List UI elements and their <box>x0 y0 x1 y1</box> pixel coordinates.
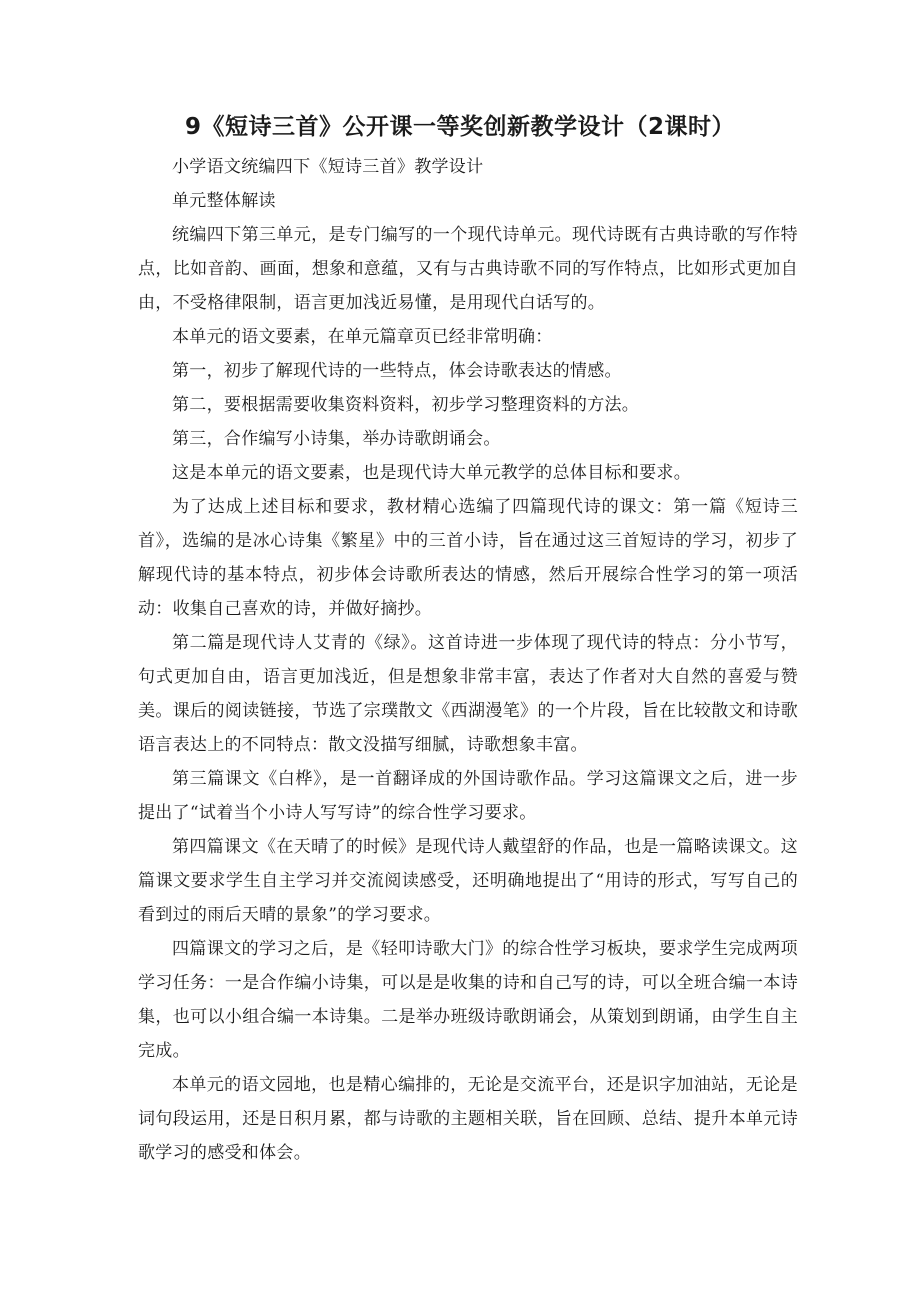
body-paragraph: 本单元的语文要素，在单元篇章页已经非常明确： <box>172 327 553 347</box>
document-title: 9《短诗三首》公开课一等奖创新教学设计（2课时） <box>184 114 735 140</box>
body-paragraph: 第二篇是现代诗人艾青的《绿》。这首诗进一步体现了现代诗的特点：分小节写，句式更加自由，语言更加浅近，但是想象非常丰富，表达了作者对大自然的喜爱与赞美。课后的阅读链接，节选了宗璞散文《西湖漫笔》的一个片段，旨在比较散文和诗歌语言表达上的不同特点：散文没描写细腻，诗歌想象丰富。 <box>138 633 798 755</box>
document-body <box>138 150 798 1170</box>
body-paragraph: 这是本单元的语文要素，也是现代诗大单元教学的总体目标和要求。 <box>172 463 691 483</box>
body-paragraph: 第一，初步了解现代诗的一些特点，体会诗歌表达的情感。 <box>172 361 622 381</box>
body-paragraph: 四篇课文的学习之后，是《轻叩诗歌大门》的综合性学习板块，要求学生完成两项学习任务：一是合作编小诗集，可以是是收集的诗和自己写的诗，可以全班合编一本诗集，也可以小组合编一本诗集。二是举办班级诗歌朗诵会，从策划到朗诵，由学生自主完成。 <box>138 939 798 1061</box>
body-paragraph: 第四篇课文《在天晴了的时候》是现代诗人戴望舒的作品，也是一篇略读课文。这篇课文要求学生自主学习并交流阅读感受，还明确地提出了“用诗的形式，写写自己的看到过的雨后天晴的景象”的学习要求。 <box>138 837 798 925</box>
body-paragraph: 本单元的语文园地，也是精心编排的，无论是交流平台，还是识字加油站，无论是词句段运用，还是日积月累，都与诗歌的主题相关联，旨在回顾、总结、提升本单元诗歌学习的感受和体会。 <box>138 1075 798 1163</box>
body-paragraph: 第二，要根据需要收集资料资料，初步学习整理资料的方法。 <box>172 395 640 415</box>
section-heading: 单元整体解读 <box>172 191 276 211</box>
body-paragraph: 为了达成上述目标和要求，教材精心选编了四篇现代诗的课文：第一篇《短诗三首》，选编的是冰心诗集《繁星》中的三首小诗，旨在通过这三首短诗的学习，初步了解现代诗的基本特点，初步体会诗歌所表达的情感，然后开展综合性学习的第一项活动：收集自己喜欢的诗，并做好摘抄。 <box>138 497 798 619</box>
body-paragraph: 第三，合作编写小诗集，举办诗歌朗诵会。 <box>172 429 501 449</box>
body-paragraph: 第三篇课文《白桦》，是一首翻译成的外国诗歌作品。学习这篇课文之后，进一步提出了“试着当个小诗人写写诗”的综合性学习要求。 <box>138 769 798 823</box>
subtitle-paragraph: 小学语文统编四下《短诗三首》教学设计 <box>172 157 484 177</box>
body-paragraph: 统编四下第三单元，是专门编写的一个现代诗单元。现代诗既有古典诗歌的写作特点，比如音韵、画面，想象和意蕴，又有与古典诗歌不同的写作特点，比如形式更加自由，不受格律限制，语言更加浅近易懂，是用现代白话写的。 <box>138 225 798 313</box>
